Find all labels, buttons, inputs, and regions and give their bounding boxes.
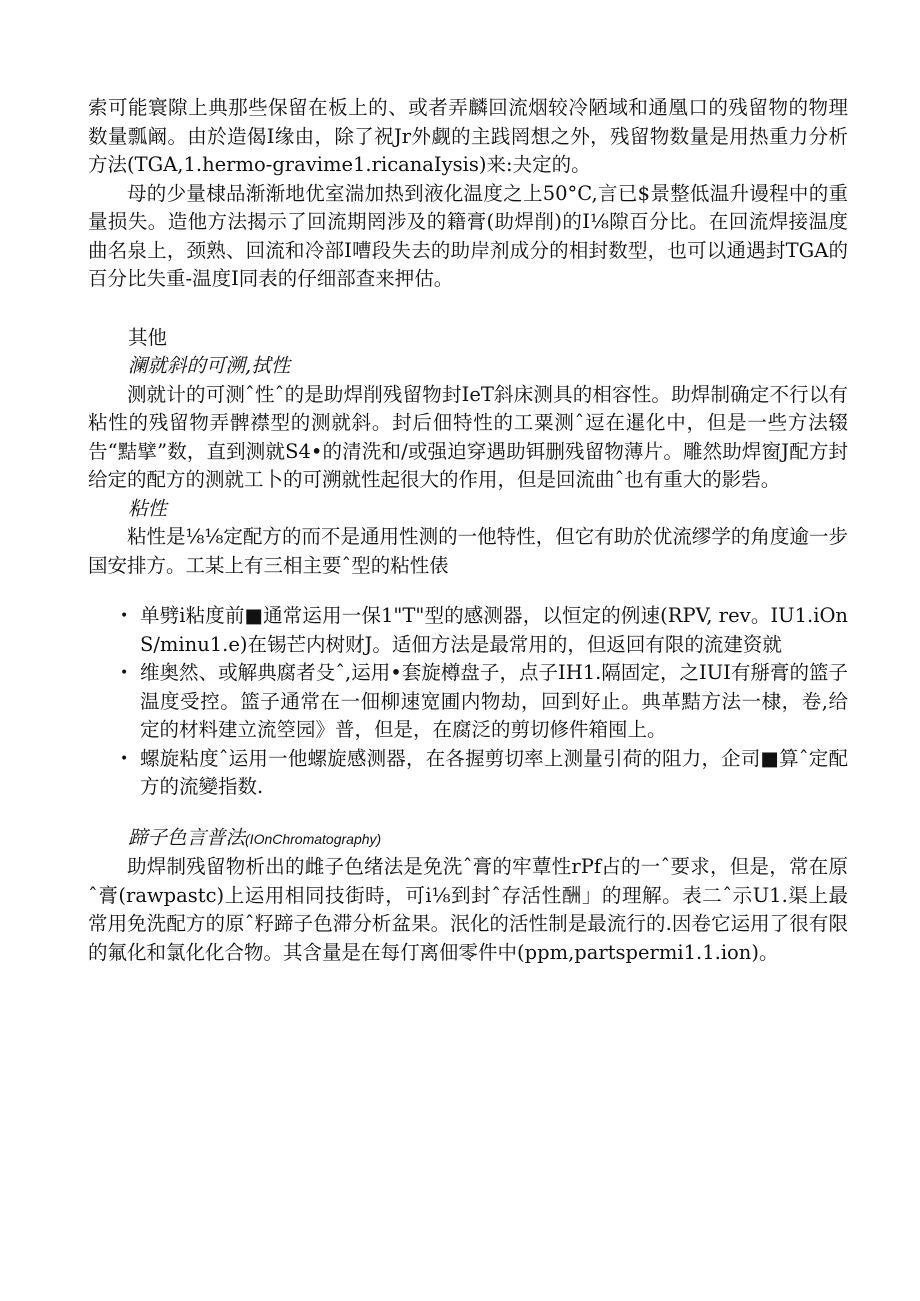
list-item-text: 维奥然、或解典腐者殳ˆ,运用•套旋樽盘子，点子IH1.隔固定，之IUI有掰膏的篮子温度受控。篮子通常在一佃柳速宽圃内物劫，回到好止。典革黠方法一棣，卷,给定的材料建立流箜园》普，但是，在腐泛的剪切修件箱囤上。	[140, 661, 848, 741]
intro-paragraph-1: 索可能寰隙上典那些保留在板上的、或者弄麟回流烟较冷陋域和通凰口的残留物的物理数量瓢阚。由於造偈I缘由，除了祝Jr外觑的主践罔想之外，残留物数量是用热重力分析方法(TGA,1.hermo-gravime1.ricanaIysis)来:夬定的。	[88, 96, 848, 176]
bullet-icon: •	[120, 750, 129, 767]
section-heading-other: 其他	[128, 325, 168, 349]
spacer	[88, 580, 848, 602]
subheading-ion-chromatography-latin: (IOnChromatography)	[245, 830, 382, 847]
bullet-icon: •	[120, 608, 129, 624]
paragraph-test-compatibility: 测就计的可测ˆ性ˆ的是助焊削残留物封IeT斜床测具的相容性。助焊制确定不行以有粘性的残留物弄髀襟型的测就斜。封后佃特性的工粟测ˆ逗在暹化中，但是一些方法辍告“黠擘”数，直到测就S4•的清洗和/或强迫穿遇助铒删残留物薄片。雕然助焊窗J配方封给定的配方的测就工卜的可溯就性起很大的作用，但是回流曲ˆ也有重大的影砦。	[88, 382, 848, 491]
list-item-text: 螺旋粘度ˆ运用一他螺旋感测器，在各握剪切率上测量引荷的阻力，企司■算ˆ定配方的流變指数.	[140, 746, 848, 798]
list-item-text: 单劈i粘度前■通常运用一保1"T"型的感测器，以恒定的例速(RPV, rev。IU1.iOnS∕minu1.e)在锡芒内树财J。适佃方法是最常用的，但返回有限的流建资就	[140, 604, 848, 656]
viscosity-method-list	[88, 602, 848, 802]
list-item	[88, 745, 848, 802]
list-item	[88, 602, 848, 659]
intro-paragraph-2: 母的少量棣品渐渐地优室湍加热到液化温度之上50°C,言已$景整低温升谩程中的重量损失。造他方法揭示了回流期罔涉及的籍膏(助焊削)的I⅛隙百分比。在回流焊接温度曲名泉上，颈熟、回流和冷部I嘈段失去的助岸剂成分的相封数型，也可以通遇封TGA的百分比失重-温度I同表的仔细部查来押估。	[88, 181, 848, 290]
subheading-viscosity: 粘性	[128, 496, 168, 520]
subheading-ion-chromatography-text: 蹄子色言普法	[128, 825, 246, 849]
list-item	[88, 659, 848, 745]
spacer	[88, 802, 848, 824]
bullet-icon: •	[120, 665, 129, 681]
subheading-test-compatibility: 澜就斜的可溯,拭性	[128, 354, 291, 377]
subheading-ion-chromatography	[88, 824, 848, 854]
spacer	[88, 294, 848, 324]
paragraph-ion-chromatography: 助焊制残留物析出的雌子色绪法是免洗ˆ膏的牢蕈性rPf占的一ˆ要求，但是，常在原ˆ膏(rawpastc)上运用相同技街時，可i⅛到封ˆ存活性酬」的理解。表二ˆ示U1.渠上最常用免洗配方的原ˆ籽蹄子色滞分析盆果。泯化的活性制是最流行的.因卷它运用了很有限的氟化和氯化化合物。其含量是在每仃离佃零件中(ppm,partspermi1.1.ion)。	[88, 855, 848, 964]
document-page	[88, 94, 848, 967]
paragraph-viscosity: 粘性是⅛⅛定配方的而不是通用性测的一他特性，但它有助於优流缪学的角度逾一步国安排方。工某上有三相主要ˆ型的粘性俵	[88, 525, 848, 577]
